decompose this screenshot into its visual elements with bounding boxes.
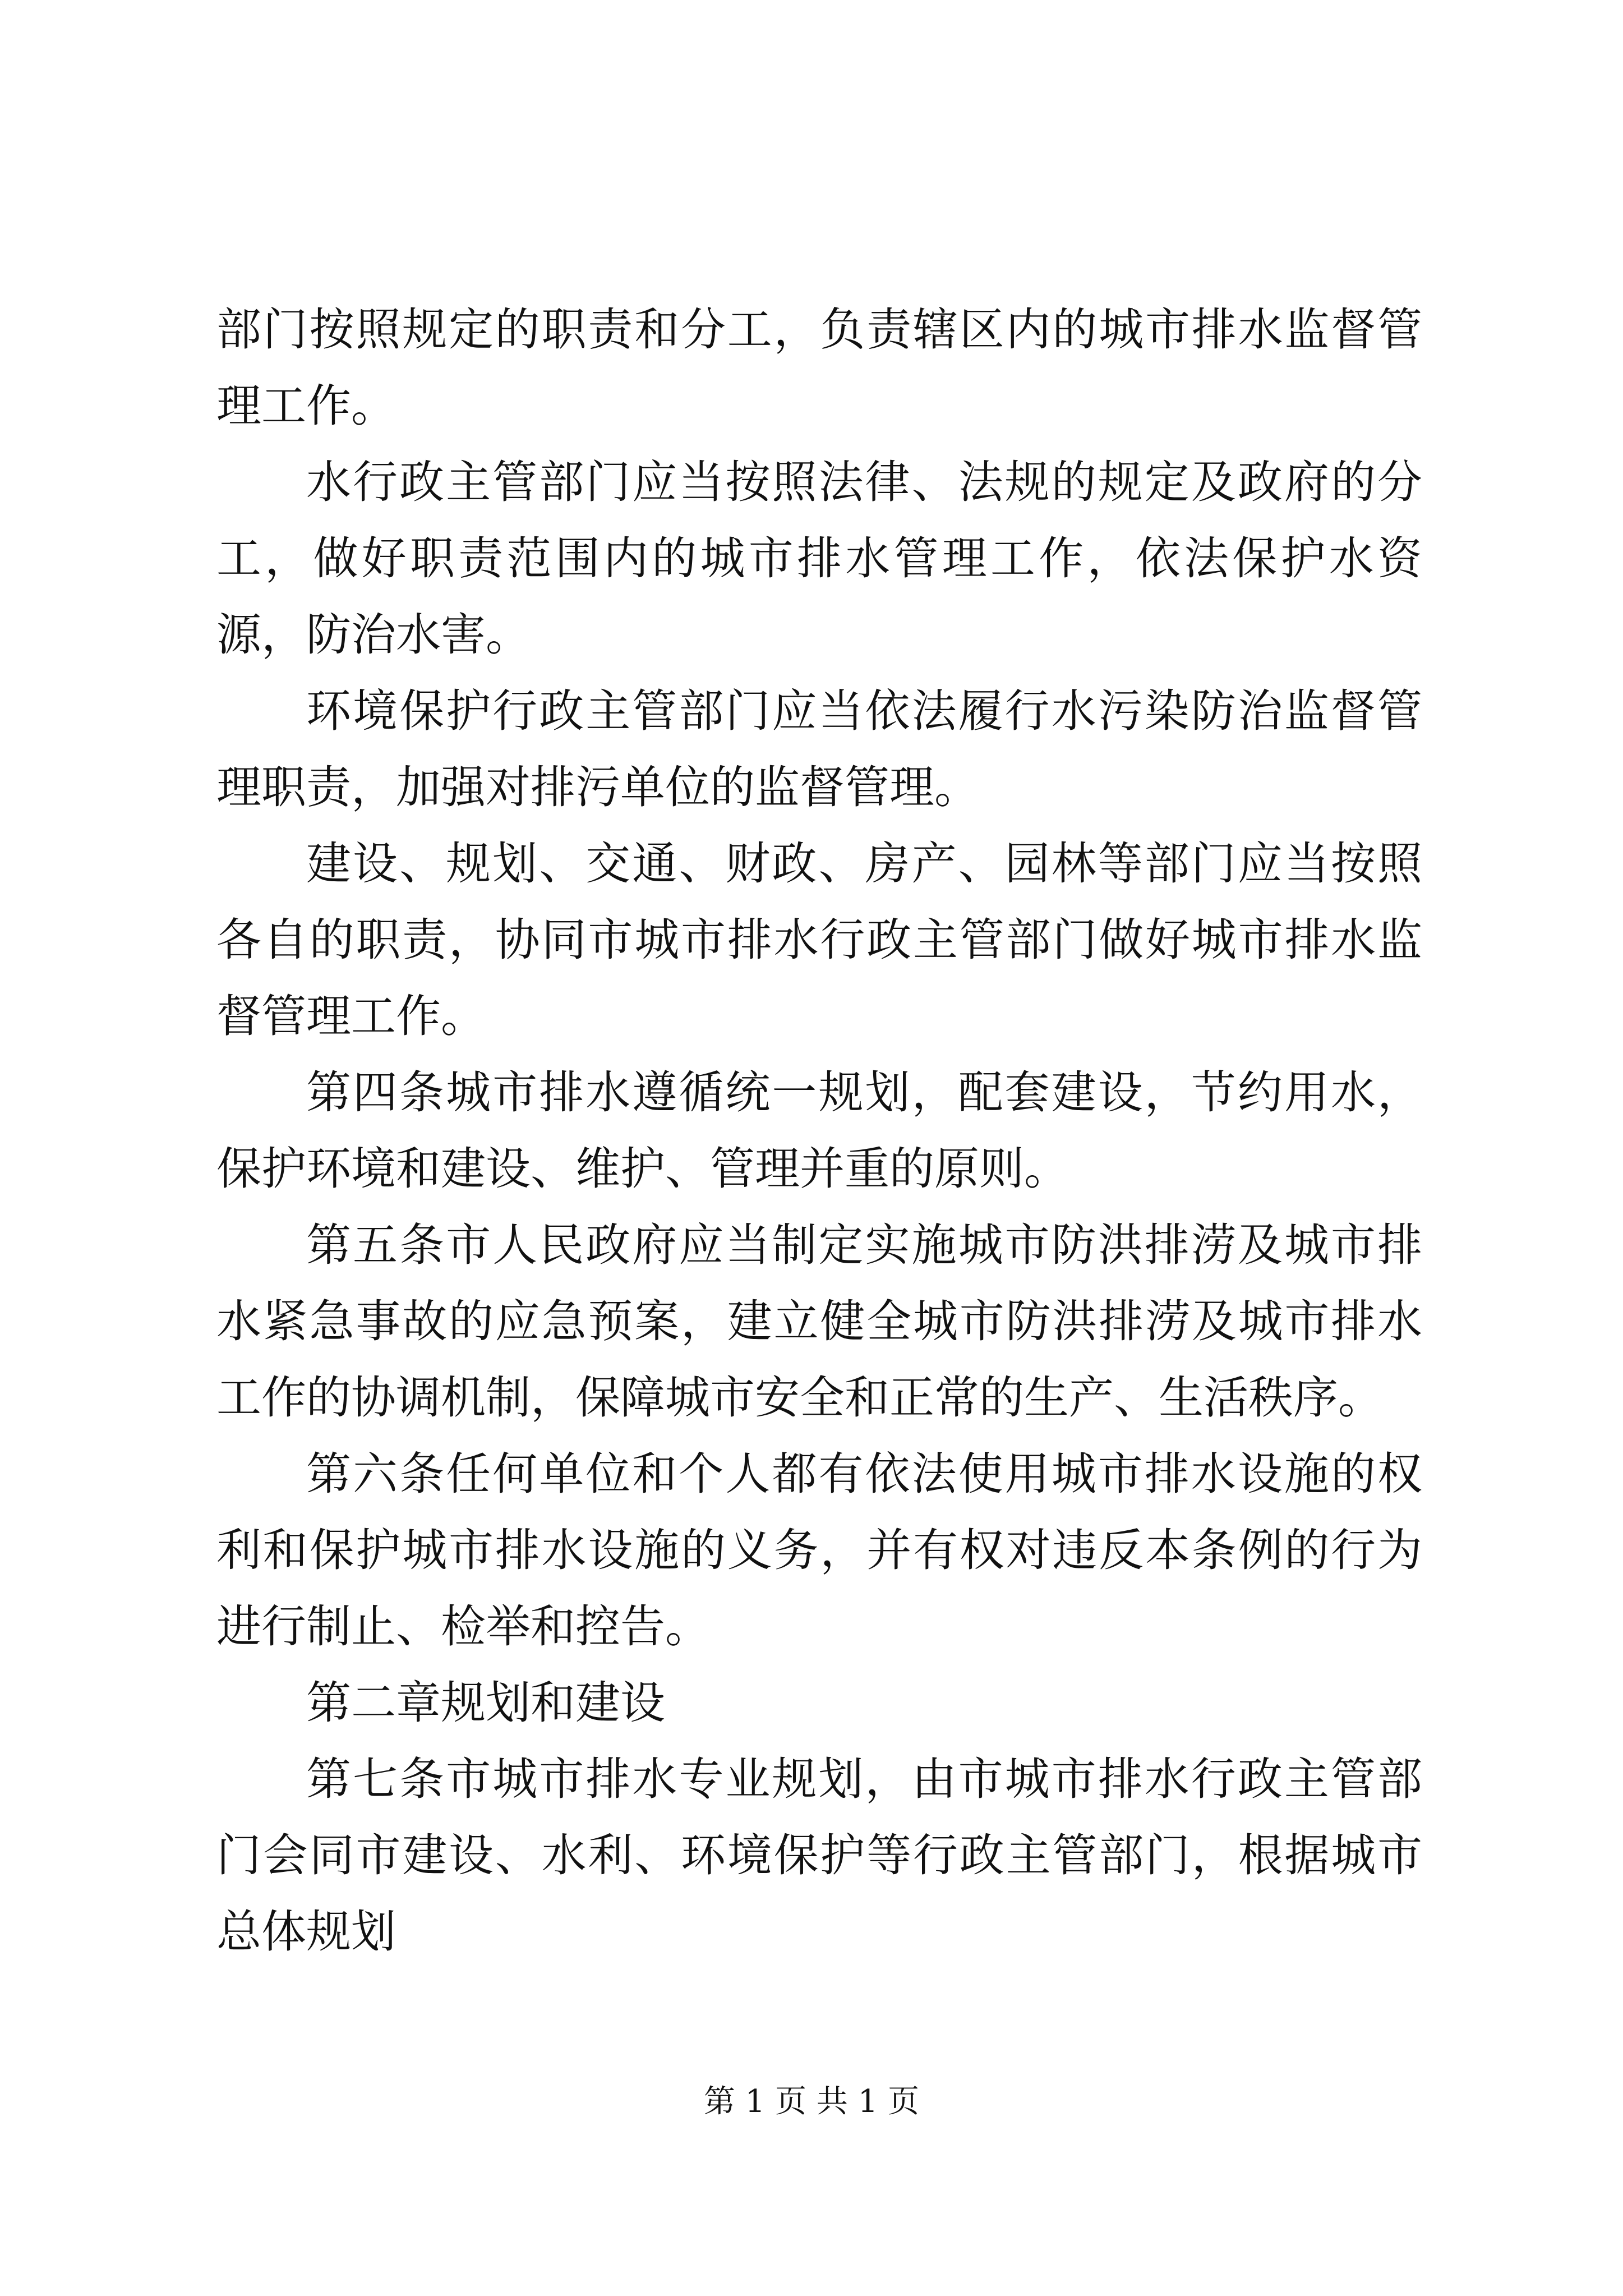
document-body: [216, 292, 1422, 1970]
paragraph: 水行政主管部门应当按照法律、法规的规定及政府的分工，做好职责范围内的城市排水管理工作，依法保护水资源，防治水害。: [216, 456, 1422, 661]
paragraph: 环境保护行政主管部门应当依法履行水污染防治监督管理职责，加强对排污单位的监督管理。: [216, 685, 1422, 813]
paragraph-continuation: 部门按照规定的职责和分工，负责辖区内的城市排水监督管理工作。: [216, 303, 1422, 432]
page-number-label: 第 1 页 共 1 页: [703, 2083, 920, 2120]
article-7-paragraph: 第七条市城市排水专业规划，由市城市排水行政主管部门会同市建设、水利、环境保护等行政主管部门，根据城市总体规划: [216, 1753, 1422, 1958]
page-footer: [0, 2082, 1623, 2122]
chapter-2-heading: 第二章规划和建设: [306, 1677, 665, 1729]
article-5-paragraph: 第五条市人民政府应当制定实施城市防洪排涝及城市排水紧急事故的应急预案，建立健全城市防洪排涝及城市排水工作的协调机制，保障城市安全和正常的生产、生活秩序。: [216, 1219, 1422, 1424]
article-6-paragraph: 第六条任何单位和个人都有依法使用城市排水设施的权利和保护城市排水设施的义务，并有权对违反本条例的行为进行制止、检举和控告。: [216, 1448, 1422, 1653]
article-4-paragraph: 第四条城市排水遵循统一规划，配套建设，节约用水，保护环境和建设、维护、管理并重的原则。: [216, 1066, 1422, 1195]
paragraph: 建设、规划、交通、财政、房产、园林等部门应当按照各自的职责，协同市城市排水行政主管部门做好城市排水监督管理工作。: [216, 838, 1422, 1042]
